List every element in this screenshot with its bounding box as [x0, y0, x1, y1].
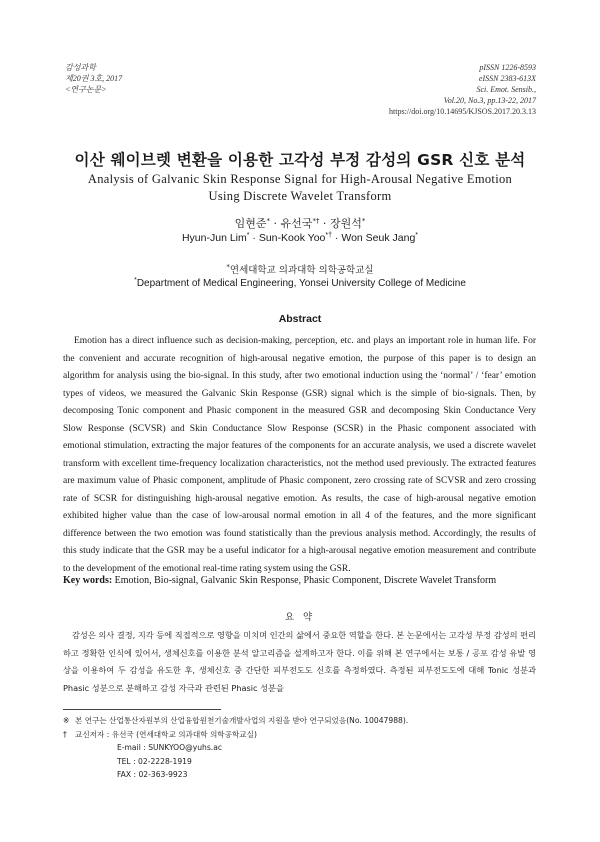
affiliation-mark: * [134, 277, 137, 284]
journal-info [65, 62, 122, 95]
journal-abbrev: Sci. Emot. Sensib., [476, 85, 536, 94]
keywords [63, 575, 543, 586]
title-korean: 이산 웨이브렛 변환을 이용한 고각성 부정 감성의 GSR 신호 분석 [74, 151, 526, 169]
title-english [0, 171, 600, 205]
title-english-line1: Analysis of Galvanic Skin Response Signal for High-Arousal Negative Emotion [87, 172, 513, 186]
publication-info [389, 62, 536, 117]
author-separator: · [270, 217, 281, 230]
affiliation-text: Department of Medical Engineering, Yonsei University College of Medicine [136, 278, 466, 289]
article-type: <연구논문> [65, 85, 107, 94]
summary-heading: 요 약 [284, 612, 316, 623]
contact-fax: FAX : 02-363-9923 [117, 770, 188, 779]
summary-text: 감성은 의사 결정, 지각 등에 직접적으로 영향을 미치며 인간의 삶에서 중요한 역할을 한다. 본 논문에서는 고각성 부정 감성의 편리하고 정확한 인식에 있어서, 생체신호를 이용한 분석 알고리즘을 설계하고자 한다. 이를 위해 본 연구에서는 보통 / 공포 감성 유발 영상을 이용하여 두 감성을 유도한 후, 생체신호 중 간단한 피부전도도 신호를 측정하였다. 측정된 피부전도도에 대해 Tonic 성분과 Phasic 성분으로 분해하고 감성 자극과 관련된 Phasic 성분을 [63, 630, 536, 693]
author-name: Sun-Kook Yoo [258, 232, 326, 244]
contact-email[interactable]: E-mail : SUNKYOO@yuhs.ac [117, 743, 223, 752]
eissn: eISSN 2383-613X [478, 74, 536, 83]
funding-mark: ※ [63, 716, 70, 725]
footnote-divider [63, 709, 221, 710]
abstract-text: Emotion has a direct influence such as decision-making, perception, etc. and plays an important role in human life. For the convenient and accurate recognition of high-arousal negative emotion, the purpose of this paper is to design an algorithm for analysis using the bio-signal. In this study, after two emotional induction using the ‘normal’ / ‘fear’ emotion types of videos, we measured the Galvanic Skin Response (GSR) signal which is the simple of bio-signals. Then, by decomposing Tonic component and Phasic component in the measured GSR and decomposing Skin Conductance Very Slow Response (SCVSR) and Skin Conductance Slow Response (SCSR) in the Phasic component associated with emotional stimulation, extracting the major features of the components for an accurate analysis, we used a discrete wavelet transform with excellent time-frequency localization characteristics, not the method used previously. The extracted features are maximum value of Phasic component, amplitude of Phasic component, zero crossing rate of SCVSR and zero crossing rate of SCSR for distinguishing high-arousal negative emotion. As results, the case of high-arousal negative emotion exhibited higher value than the case of low-arousal normal emotion in all 4 of the features, and the more significant difference between the two emotion was found statistically than the previous analysis method. Accordingly, the results of this study indicate that the GSR may be a useful indicator for a high-arousal negative emotion measurement and contribute to the development of the emotional real-time rating system using the GSR. [63, 336, 536, 574]
abstract-heading: Abstract [278, 313, 322, 325]
title-english-line2: Using Discrete Wavelet Transform [208, 189, 392, 203]
corresponding-author: 교신저자 : 유선국 (연세대학교 의과대학 의학공학교실) [75, 729, 257, 739]
pissn: pISSN 1226-8593 [479, 63, 536, 72]
author-name: 장원석 [329, 217, 362, 230]
author-mark: *† [325, 232, 333, 239]
author-mark: * [415, 232, 419, 239]
authors-english [0, 232, 600, 244]
affiliation-korean [0, 262, 600, 276]
doi-link[interactable]: https://doi.org/10.14695/KJSOS.2017.20.3.13 [389, 107, 536, 116]
author-mark: * [361, 217, 366, 225]
author-separator: · [249, 232, 259, 244]
dagger-mark: † [63, 729, 67, 739]
author-name: 임현준 [234, 217, 267, 230]
author-name: Hyun-Jun Lim [181, 232, 247, 244]
corresponding-author-note [63, 728, 408, 742]
contact-tel: TEL : 02-2228-1919 [117, 756, 192, 766]
funding-text: 본 연구는 산업통산자원부의 산업융합원천기술개발사업의 지원을 받아 연구되었음(No. 10047988). [75, 716, 409, 725]
footnotes [63, 714, 408, 782]
author-mark: *† [312, 217, 320, 225]
author-separator: · [319, 217, 330, 230]
volume-pages: Vol.20, No.3, pp.13-22, 2017 [443, 96, 536, 105]
author-mark: * [266, 217, 271, 225]
keywords-label: Key words: [63, 575, 113, 586]
funding-note [63, 714, 408, 728]
keywords-text: Emotion, Bio-signal, Galvanic Skin Response, Phasic Component, Discrete Wavelet Transform [114, 575, 497, 586]
authors-korean [0, 215, 600, 231]
author-name: 유선국 [280, 217, 313, 230]
author-mark: * [246, 232, 250, 239]
journal-issue: 제20권 3호, 2017 [65, 74, 123, 83]
author-separator: · [332, 232, 342, 244]
affiliation-english [0, 278, 600, 289]
affiliation-mark: * [226, 263, 230, 271]
journal-name: 감성과학 [65, 63, 96, 72]
affiliation-text: 연세대학교 의과대학 의학공학교실 [229, 265, 374, 276]
author-name: Won Seuk Jang [341, 232, 416, 244]
